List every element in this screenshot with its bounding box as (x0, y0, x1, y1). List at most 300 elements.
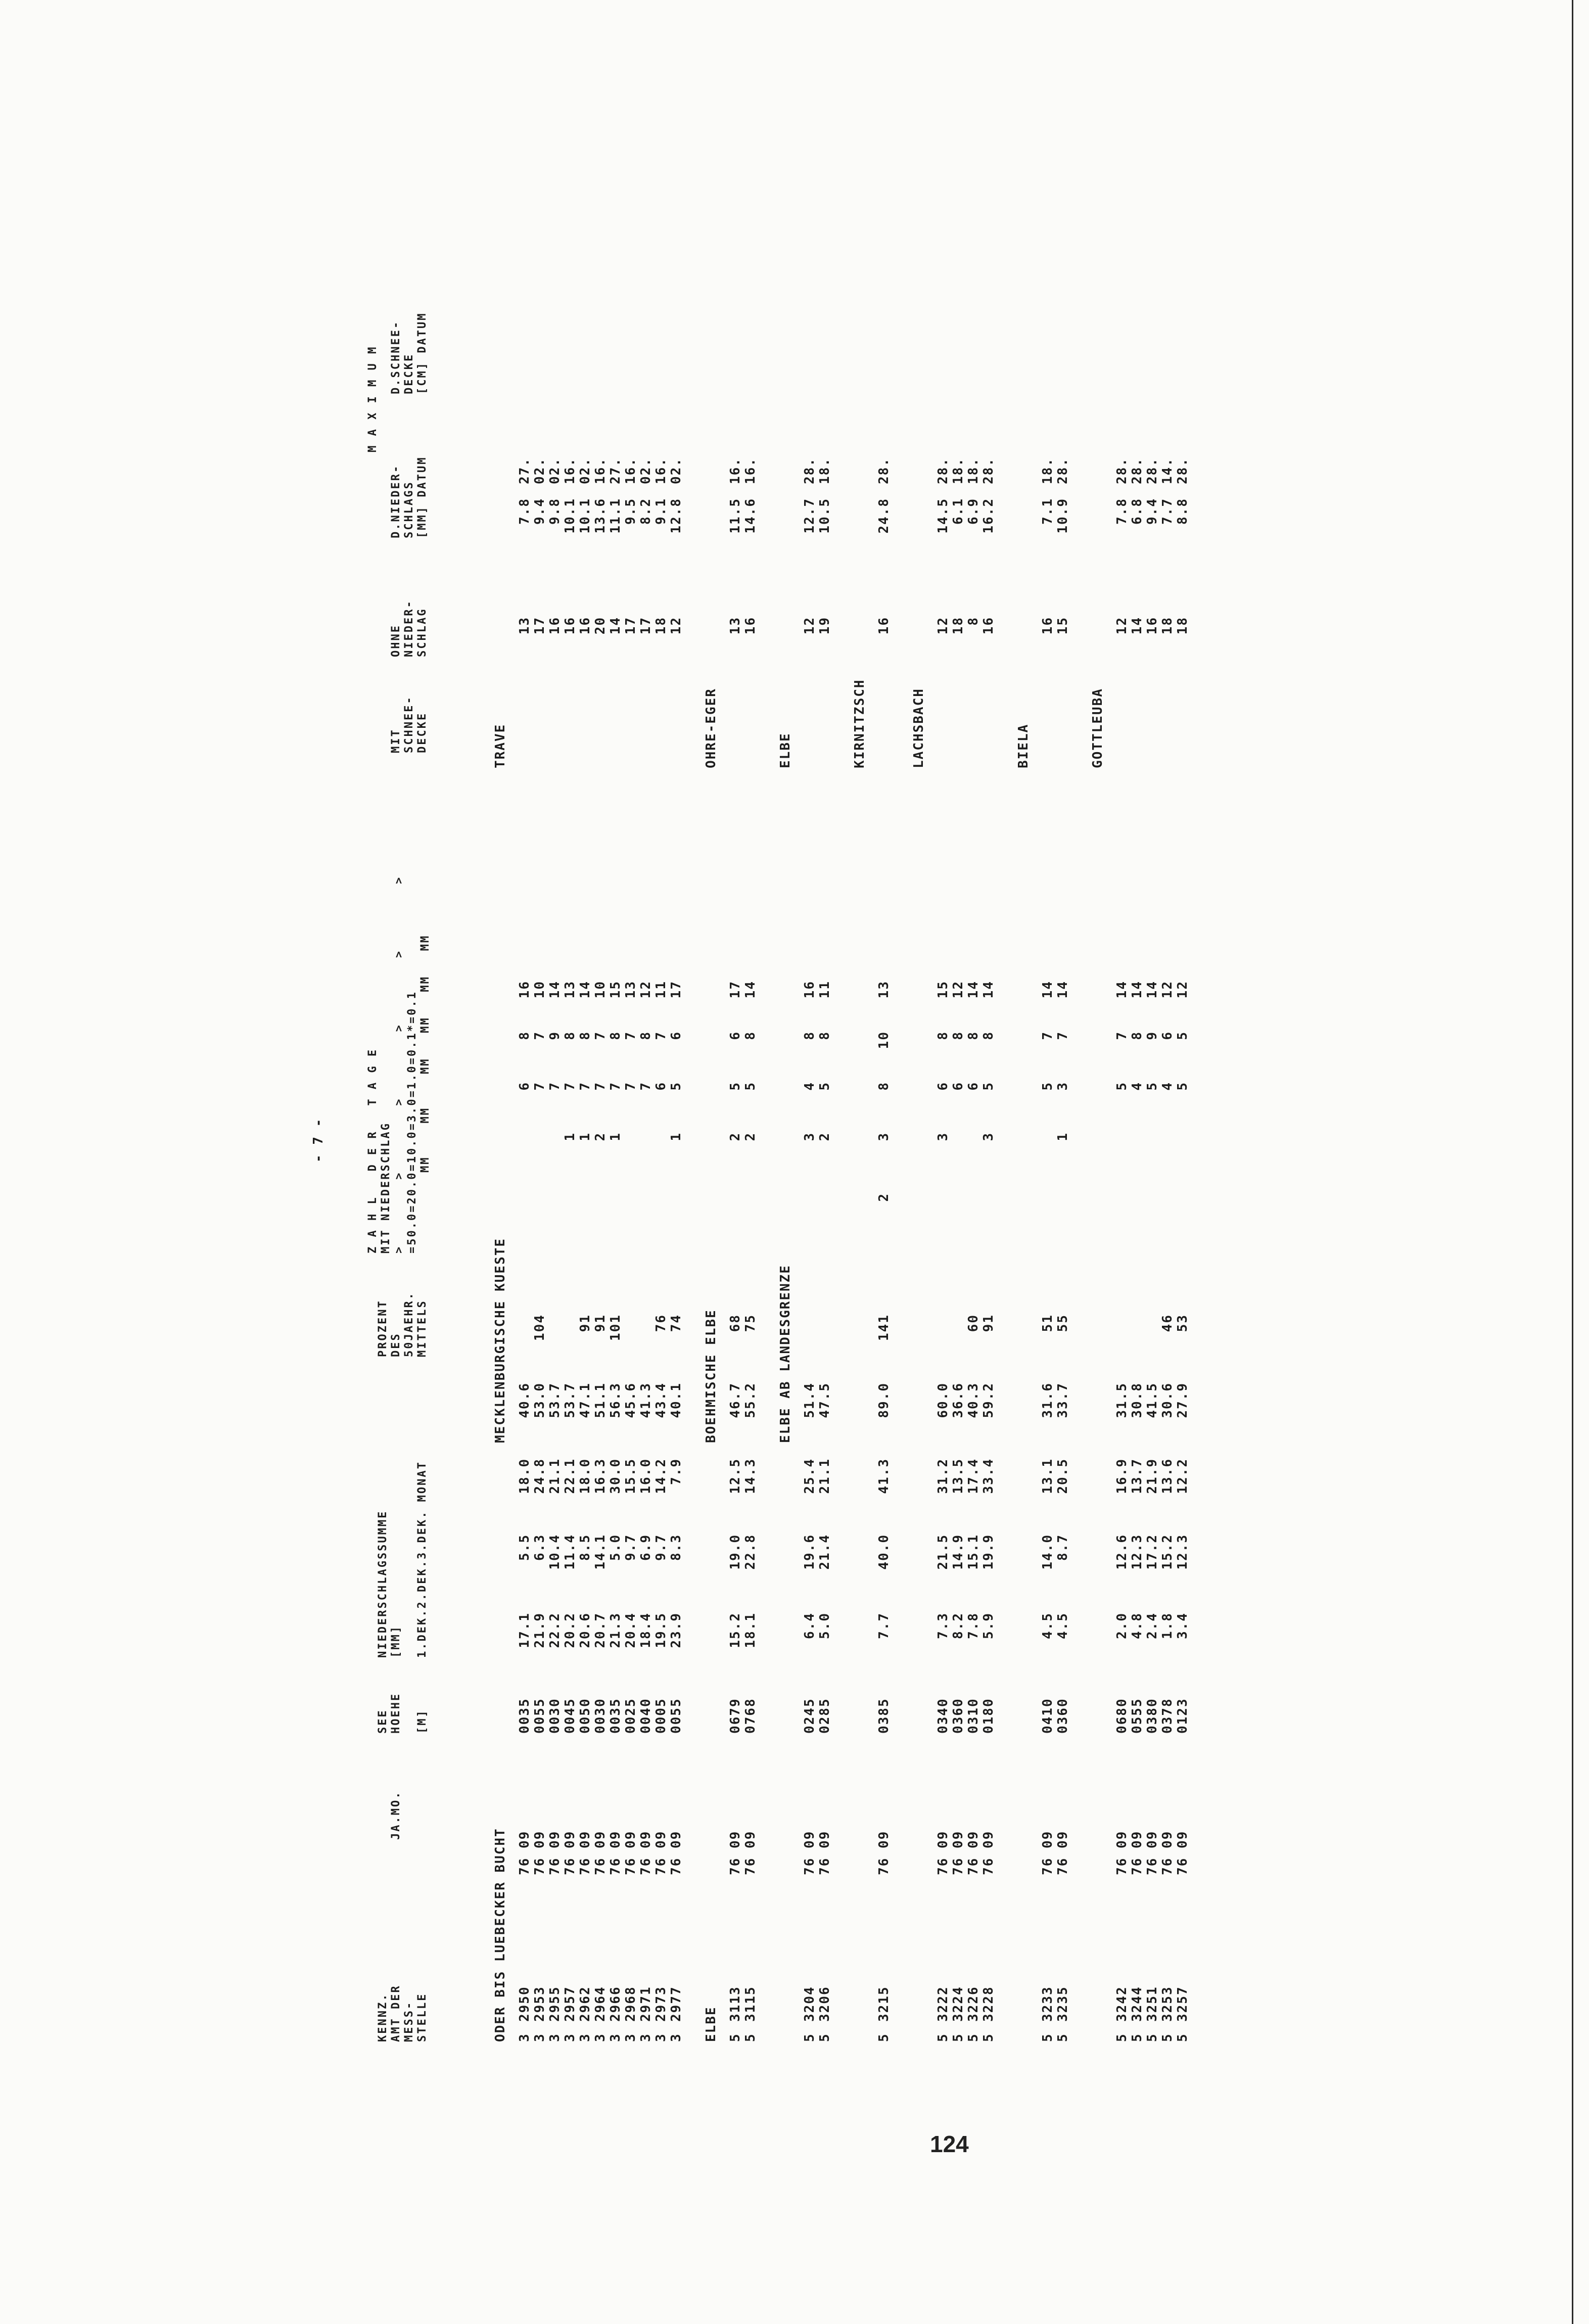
cell-jamo: 76 09 (802, 1830, 817, 1875)
cell-d2: 6.3 (532, 1534, 547, 1561)
cell-ohne: 18 (1160, 617, 1175, 635)
cell-maxn: 11.5 (728, 498, 743, 534)
cell-monat: 40.3 (966, 1382, 981, 1418)
cell-jamo: 76 09 (547, 1830, 563, 1875)
cell-d1: 18.1 (743, 1612, 758, 1648)
cell-d1: 8.2 (951, 1612, 966, 1639)
cell-kennz: 2973 (653, 1986, 669, 2022)
cell-d3: 13.6 (1160, 1458, 1175, 1494)
cell-g1: 8 (951, 1031, 966, 1040)
cell-d1: 21.3 (608, 1612, 623, 1648)
cell-g01: 12 (951, 981, 966, 999)
cell-d1: 7.8 (966, 1612, 981, 1639)
table-row (1130, 91, 1145, 2062)
cell-maxn-d: 28. (876, 457, 892, 484)
cell-g01: 13 (623, 981, 638, 999)
cell-amt: 5 (1040, 2033, 1055, 2042)
cell-d1: 15.2 (728, 1612, 743, 1648)
cell-d3: 13.5 (951, 1458, 966, 1494)
cell-monat: 53.0 (532, 1382, 547, 1418)
region-label: ELBE (704, 2006, 719, 2042)
cell-g10: 3 (876, 1132, 892, 1141)
table-row (608, 91, 623, 2062)
cell-d2: 8.7 (1055, 1534, 1070, 1561)
cell-jamo: 76 09 (743, 1830, 758, 1875)
region-label: ODER BIS LUEBECKER BUCHT (493, 1828, 508, 2042)
cell-amt: 3 (563, 2033, 578, 2042)
cell-maxn-d: 18. (966, 457, 981, 484)
cell-d1: 2.0 (1114, 1612, 1130, 1639)
cell-maxn: 11.1 (608, 498, 623, 534)
cell-g1: 5 (1175, 1031, 1190, 1040)
cell-monat: 89.0 (876, 1382, 892, 1418)
cell-ohne: 13 (517, 617, 532, 635)
cell-d3: 14.3 (743, 1458, 758, 1494)
river-label: BIELA (1016, 723, 1031, 768)
cell-maxn: 10.9 (1055, 498, 1070, 534)
cell-jamo: 76 09 (1130, 1830, 1145, 1875)
table-row (563, 91, 578, 2062)
table-row (817, 91, 832, 2062)
cell-maxn: 6.1 (951, 498, 966, 525)
header-kennz: KENNZ. AMT DER MESS- STELLE (377, 1984, 429, 2042)
cell-g1: 8 (563, 1031, 578, 1040)
cell-g1: 8 (638, 1031, 653, 1040)
header-ohne-niederschlag: OHNE NIEDER- SCHLAG (390, 599, 429, 657)
cell-jamo: 76 09 (578, 1830, 593, 1875)
cell-d2: 21.4 (817, 1534, 832, 1570)
cell-g01: 17 (669, 981, 684, 999)
cell-g01: 14 (578, 981, 593, 999)
cell-monat: 41.3 (638, 1382, 653, 1418)
cell-amt: 5 (936, 2033, 951, 2042)
cell-ohne: 16 (743, 617, 758, 635)
cell-g01: 15 (936, 981, 951, 999)
cell-maxn-d: 16. (623, 457, 638, 484)
cell-maxn-d: 28. (1130, 457, 1145, 484)
cell-jamo: 76 09 (936, 1830, 951, 1875)
cell-jamo: 76 09 (653, 1830, 669, 1875)
cell-maxn-d: 16. (593, 457, 608, 484)
table-row (802, 91, 817, 2062)
cell-amt: 5 (817, 2033, 832, 2042)
cell-prozent: 46 (1160, 1314, 1175, 1332)
cell-monat: 30.6 (1160, 1382, 1175, 1418)
cell-hoehe: 0410 (1040, 1698, 1055, 1734)
cell-g01: 14 (1114, 981, 1130, 999)
cell-kennz: 3115 (743, 1986, 758, 2022)
cell-jamo: 76 09 (517, 1830, 532, 1875)
cell-kennz: 3206 (817, 1986, 832, 2022)
cell-d2: 12.3 (1130, 1534, 1145, 1570)
cell-jamo: 76 09 (1040, 1830, 1055, 1875)
cell-jamo: 76 09 (728, 1830, 743, 1875)
cell-maxn: 8.8 (1175, 498, 1190, 525)
cell-g3: 7 (638, 1082, 653, 1091)
cell-monat: 45.6 (623, 1382, 638, 1418)
cell-d2: 5.0 (608, 1534, 623, 1561)
cell-prozent: 91 (593, 1314, 608, 1332)
cell-g10: 3 (981, 1132, 996, 1141)
cell-g3: 5 (669, 1082, 684, 1091)
cell-g1: 8 (936, 1031, 951, 1040)
cell-prozent: 60 (966, 1314, 981, 1332)
cell-d2: 11.4 (563, 1534, 578, 1570)
cell-g1: 8 (517, 1031, 532, 1040)
table-row (1114, 91, 1130, 2062)
cell-d1: 23.9 (669, 1612, 684, 1648)
cell-d3: 18.0 (578, 1458, 593, 1494)
cell-d3: 12.5 (728, 1458, 743, 1494)
cell-maxn-d: 02. (578, 457, 593, 484)
cell-hoehe: 0360 (1055, 1698, 1070, 1734)
cell-d3: 12.2 (1175, 1458, 1190, 1494)
cell-hoehe: 0123 (1175, 1698, 1190, 1734)
cell-d1: 19.5 (653, 1612, 669, 1648)
cell-kennz: 3228 (981, 1986, 996, 2022)
cell-jamo: 76 09 (981, 1830, 996, 1875)
cell-d1: 20.4 (623, 1612, 638, 1648)
header-max-niederschlag: D.NIEDER- SCHLAGS [MM] DATUM (390, 456, 429, 538)
cell-hoehe: 0180 (981, 1698, 996, 1734)
cell-maxn-d: 02. (532, 457, 547, 484)
cell-g3: 5 (981, 1082, 996, 1091)
cell-g3: 6 (936, 1082, 951, 1091)
cell-g1: 8 (817, 1031, 832, 1040)
cell-ohne: 12 (1114, 617, 1130, 635)
table-row (623, 91, 638, 2062)
cell-g01: 12 (1175, 981, 1190, 999)
cell-amt: 5 (1130, 2033, 1145, 2042)
cell-amt: 5 (1055, 2033, 1070, 2042)
cell-maxn: 7.1 (1040, 498, 1055, 525)
cell-g1: 8 (981, 1031, 996, 1040)
cell-hoehe: 0360 (951, 1698, 966, 1734)
cell-maxn-d: 28. (1145, 457, 1160, 484)
cell-g01: 15 (608, 981, 623, 999)
cell-ohne: 16 (547, 617, 563, 635)
cell-hoehe: 0245 (802, 1698, 817, 1734)
river-label: ELBE (778, 732, 793, 768)
cell-maxn: 7.7 (1160, 498, 1175, 525)
cell-d2: 14.1 (593, 1534, 608, 1570)
cell-monat: 41.5 (1145, 1382, 1160, 1418)
cell-d3: 16.9 (1114, 1458, 1130, 1494)
cell-kennz: 3233 (1040, 1986, 1055, 2022)
cell-g3: 6 (951, 1082, 966, 1091)
cell-monat: 53.7 (547, 1382, 563, 1418)
cell-g3: 4 (1130, 1082, 1145, 1091)
cell-amt: 5 (1160, 2033, 1175, 2042)
sub-region-label: ELBE AB LANDESGRENZE (778, 1264, 793, 1443)
cell-d2: 40.0 (876, 1534, 892, 1570)
cell-prozent: 68 (728, 1314, 743, 1332)
cell-d2: 15.1 (966, 1534, 981, 1570)
cell-d3: 18.0 (517, 1458, 532, 1494)
cell-amt: 3 (593, 2033, 608, 2042)
cell-d3: 16.3 (593, 1458, 608, 1494)
cell-g1: 8 (802, 1031, 817, 1040)
cell-g01: 16 (802, 981, 817, 999)
cell-hoehe: 0679 (728, 1698, 743, 1734)
table-row (936, 91, 951, 2062)
cell-amt: 5 (743, 2033, 758, 2042)
cell-hoehe: 0768 (743, 1698, 758, 1734)
cell-hoehe: 0030 (593, 1698, 608, 1734)
header-zahl-title: Z A H L D E R T A G E (366, 1048, 379, 1253)
table-row (1175, 91, 1190, 2062)
cell-ohne: 18 (653, 617, 669, 635)
cell-g10: 1 (608, 1132, 623, 1141)
cell-g3: 3 (1055, 1082, 1070, 1091)
cell-d3: 24.8 (532, 1458, 547, 1494)
header-jamo: JA.MO. (390, 1790, 402, 1840)
table-row (593, 91, 608, 2062)
cell-g3: 5 (1175, 1082, 1190, 1091)
cell-g1: 7 (532, 1031, 547, 1040)
sub-region-label: BOEHMISCHE ELBE (704, 1309, 719, 1443)
cell-d1: 6.4 (802, 1612, 817, 1639)
cell-hoehe: 0025 (623, 1698, 638, 1734)
table-row (517, 91, 532, 2062)
cell-hoehe: 0310 (966, 1698, 981, 1734)
cell-g10: 2 (817, 1132, 832, 1141)
cell-maxn: 16.2 (981, 498, 996, 534)
cell-g01: 10 (532, 981, 547, 999)
table-row (876, 91, 892, 2062)
cell-g3: 7 (608, 1082, 623, 1091)
cell-kennz: 3224 (951, 1986, 966, 2022)
cell-prozent: 104 (532, 1314, 547, 1341)
cell-d3: 41.3 (876, 1458, 892, 1494)
cell-kennz: 2971 (638, 1986, 653, 2022)
cell-d1: 18.4 (638, 1612, 653, 1648)
cell-maxn-d: 27. (608, 457, 623, 484)
cell-d2: 14.0 (1040, 1534, 1055, 1570)
cell-maxn: 9.5 (623, 498, 638, 525)
header-niederschlag: NIEDERSCHLAGSSUMME [MM] 1.DEK.2.DEK.3.DEK. MONAT (377, 1461, 429, 1658)
cell-d3: 30.0 (608, 1458, 623, 1494)
cell-g10: 1 (563, 1132, 578, 1141)
cell-g3: 7 (623, 1082, 638, 1091)
cell-maxn-d: 28. (802, 457, 817, 484)
cell-g01: 11 (653, 981, 669, 999)
table-row (1145, 91, 1160, 2062)
cell-g3: 4 (802, 1082, 817, 1091)
cell-maxn: 9.1 (653, 498, 669, 525)
cell-ohne: 12 (936, 617, 951, 635)
header-maximum-title: M A X I M U M (366, 345, 379, 452)
cell-g10: 3 (802, 1132, 817, 1141)
cell-hoehe: 0030 (547, 1698, 563, 1734)
cell-prozent: 51 (1040, 1314, 1055, 1332)
cell-g10: 2 (743, 1132, 758, 1141)
cell-monat: 51.1 (593, 1382, 608, 1418)
cell-maxn-d: 18. (951, 457, 966, 484)
cell-ohne: 19 (817, 617, 832, 635)
cell-kennz: 3113 (728, 1986, 743, 2022)
cell-g01: 16 (517, 981, 532, 999)
cell-maxn: 12.8 (669, 498, 684, 534)
cell-d1: 4.5 (1055, 1612, 1070, 1639)
cell-prozent: 53 (1175, 1314, 1190, 1332)
cell-ohne: 16 (876, 617, 892, 635)
cell-g01: 13 (876, 981, 892, 999)
cell-monat: 30.8 (1130, 1382, 1145, 1418)
cell-g01: 12 (1160, 981, 1175, 999)
cell-amt: 3 (532, 2033, 547, 2042)
cell-prozent: 141 (876, 1314, 892, 1341)
cell-ohne: 12 (802, 617, 817, 635)
cell-maxn: 10.5 (817, 498, 832, 534)
cell-g3: 5 (1114, 1082, 1130, 1091)
cell-g3: 7 (593, 1082, 608, 1091)
cell-g1: 6 (669, 1031, 684, 1040)
cell-d3: 7.9 (669, 1458, 684, 1485)
cell-maxn: 13.6 (593, 498, 608, 534)
cell-g1: 8 (743, 1031, 758, 1040)
cell-d2: 21.5 (936, 1534, 951, 1570)
cell-d1: 3.4 (1175, 1612, 1190, 1639)
header-thresholds: =50.0=20.0=10.0=3.0=1.0=0.1*=0.1 (406, 991, 418, 1253)
cell-kennz: 3222 (936, 1986, 951, 2022)
cell-maxn-d: 18. (1040, 457, 1055, 484)
cell-d1: 4.5 (1040, 1612, 1055, 1639)
table-row (951, 91, 966, 2062)
cell-maxn-d: 16. (653, 457, 669, 484)
cell-prozent: 74 (669, 1314, 684, 1332)
cell-maxn: 10.1 (563, 498, 578, 534)
cell-amt: 5 (981, 2033, 996, 2042)
cell-g01: 14 (1130, 981, 1145, 999)
header-gt-row: > > > > > > (393, 875, 405, 1253)
cell-maxn: 10.1 (578, 498, 593, 534)
cell-jamo: 76 09 (593, 1830, 608, 1875)
cell-d3: 22.1 (563, 1458, 578, 1494)
cell-d3: 21.1 (547, 1458, 563, 1494)
table-row (966, 91, 981, 2062)
cell-maxn: 8.2 (638, 498, 653, 525)
cell-monat: 55.2 (743, 1382, 758, 1418)
cell-g01: 14 (981, 981, 996, 999)
cell-g1: 7 (1040, 1031, 1055, 1040)
cell-d3: 20.5 (1055, 1458, 1070, 1494)
cell-g1: 10 (876, 1031, 892, 1049)
cell-g10: 1 (578, 1132, 593, 1141)
cell-monat: 59.2 (981, 1382, 996, 1418)
river-label: OHRE-EGER (704, 688, 719, 768)
cell-jamo: 76 09 (669, 1830, 684, 1875)
cell-monat: 31.6 (1040, 1382, 1055, 1418)
cell-monat: 36.6 (951, 1382, 966, 1418)
table-row (669, 91, 684, 2062)
cell-g20: 2 (876, 1193, 892, 1202)
cell-maxn: 7.8 (517, 498, 532, 525)
cell-kennz: 3251 (1145, 1986, 1160, 2022)
cell-kennz: 3253 (1160, 1986, 1175, 2022)
cell-g3: 5 (743, 1082, 758, 1091)
cell-d2: 12.6 (1114, 1534, 1130, 1570)
cell-jamo: 76 09 (951, 1830, 966, 1875)
cell-g01: 14 (1055, 981, 1070, 999)
table-row (728, 91, 743, 2062)
cell-g3: 6 (517, 1082, 532, 1091)
cell-maxn: 9.8 (547, 498, 563, 525)
cell-prozent: 91 (981, 1314, 996, 1332)
cell-g1: 7 (623, 1031, 638, 1040)
cell-g1: 7 (593, 1031, 608, 1040)
cell-g3: 6 (966, 1082, 981, 1091)
table-row (743, 91, 758, 2062)
cell-ohne: 16 (1145, 617, 1160, 635)
cell-maxn-d: 18. (817, 457, 832, 484)
cell-hoehe: 0385 (876, 1698, 892, 1734)
cell-jamo: 76 09 (608, 1830, 623, 1875)
cell-d2: 9.7 (653, 1534, 669, 1561)
cell-maxn-d: 28. (981, 457, 996, 484)
cell-kennz: 2968 (623, 1986, 638, 2022)
cell-kennz: 3257 (1175, 1986, 1190, 2022)
cell-maxn: 9.4 (1145, 498, 1160, 525)
cell-ohne: 16 (981, 617, 996, 635)
cell-maxn-d: 02. (547, 457, 563, 484)
cell-kennz: 3235 (1055, 1986, 1070, 2022)
cell-g01: 14 (1040, 981, 1055, 999)
cell-maxn-d: 02. (669, 457, 684, 484)
cell-amt: 3 (669, 2033, 684, 2042)
cell-jamo: 76 09 (1055, 1830, 1070, 1875)
cell-kennz: 2966 (608, 1986, 623, 2022)
cell-g01: 17 (728, 981, 743, 999)
table-row (1040, 91, 1055, 2062)
cell-ohne: 13 (728, 617, 743, 635)
cell-amt: 3 (653, 2033, 669, 2042)
header-see-hoehe: SEE HOEHE [M] (377, 1692, 429, 1734)
table-row (578, 91, 593, 2062)
cell-amt: 5 (876, 2033, 892, 2042)
cell-hoehe: 0055 (669, 1698, 684, 1734)
cell-jamo: 76 09 (817, 1830, 832, 1875)
cell-g1: 9 (1145, 1031, 1160, 1040)
cell-jamo: 76 09 (1175, 1830, 1190, 1875)
cell-d1: 7.7 (876, 1612, 892, 1639)
cell-maxn: 6.8 (1130, 498, 1145, 525)
cell-ohne: 16 (578, 617, 593, 635)
cell-d2: 8.3 (669, 1534, 684, 1561)
cell-g3: 7 (532, 1082, 547, 1091)
rotated-table (164, 91, 1276, 2062)
cell-maxn-d: 27. (517, 457, 532, 484)
cell-d3: 25.4 (802, 1458, 817, 1494)
cell-d1: 5.9 (981, 1612, 996, 1639)
sub-region-label: MECKLENBURGISCHE KUESTE (493, 1237, 508, 1443)
cell-jamo: 76 09 (966, 1830, 981, 1875)
cell-monat: 33.7 (1055, 1382, 1070, 1418)
cell-g1: 7 (1114, 1031, 1130, 1040)
cell-kennz: 2964 (593, 1986, 608, 2022)
cell-d1: 20.6 (578, 1612, 593, 1648)
cell-d2: 14.9 (951, 1534, 966, 1570)
cell-prozent: 55 (1055, 1314, 1070, 1332)
cell-monat: 40.1 (669, 1382, 684, 1418)
cell-hoehe: 0380 (1145, 1698, 1160, 1734)
cell-amt: 3 (578, 2033, 593, 2042)
cell-hoehe: 0035 (517, 1698, 532, 1734)
table-row (1160, 91, 1175, 2062)
cell-g3: 5 (1145, 1082, 1160, 1091)
cell-maxn-d: 28. (936, 457, 951, 484)
cell-d3: 17.4 (966, 1458, 981, 1494)
